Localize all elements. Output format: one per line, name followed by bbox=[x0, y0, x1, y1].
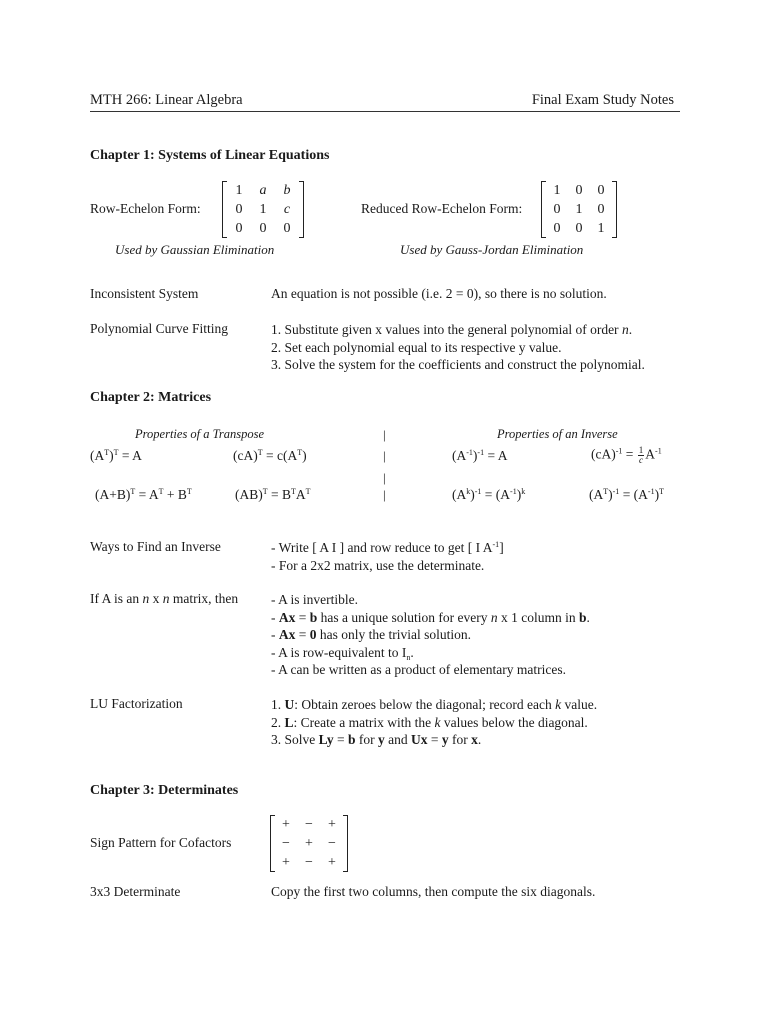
chapter-3-heading: Chapter 3: Determinates bbox=[90, 783, 239, 798]
poly-label: Polynomial Curve Fitting bbox=[90, 321, 229, 336]
transpose-prop-4: $(AB)^T = B^TA^T$ bbox=[235, 487, 311, 502]
transpose-prop-3: $(A+B)^T = A^T + B^T$ bbox=[95, 487, 192, 502]
lu-step-3: 3. Solve Ly = b for y and Ux = y for x. bbox=[271, 732, 482, 747]
matrix-cell: 0 bbox=[259, 221, 267, 236]
course-title: MTH 266: Linear Algebra bbox=[90, 92, 243, 108]
nxn-item-5: - A can be written as a product of elementary matrices. bbox=[271, 662, 567, 677]
find-inverse-steps bbox=[271, 539, 504, 574]
nxn-item-3: - Ax = 0 has only the trivial solution. bbox=[271, 627, 471, 642]
poly-step-1: 1. Substitute given x values into the general polynomial of order n. bbox=[271, 322, 633, 337]
rref-caption: Used by Gauss-Jordan Elimination bbox=[400, 242, 584, 257]
nxn-item-4: - A is row-equivalent to $I_n$. bbox=[271, 644, 414, 662]
inverse-prop-1: $(A^{-1})^{-1} = A$ bbox=[452, 448, 508, 463]
matrix-cell: 0 bbox=[575, 183, 583, 198]
matrix-cell: − bbox=[305, 855, 313, 870]
matrix-cell: 0 bbox=[283, 221, 291, 236]
transpose-title: Properties of a Transpose bbox=[135, 427, 265, 441]
matrix-cell: 1 bbox=[575, 202, 583, 217]
matrix-cell: − bbox=[328, 836, 336, 851]
matrix-cell: − bbox=[305, 817, 313, 832]
nxn-item-2: - Ax = b has a unique solution for every n x 1 column in b. bbox=[271, 609, 590, 625]
rref-matrix bbox=[541, 181, 617, 238]
inverse-prop-4: $(A^T)^{-1} = (A^{-1})^T$ bbox=[589, 487, 664, 502]
matrix-cell: 1 bbox=[553, 183, 561, 198]
poly-step-3: 3. Solve the system for the coefficients and construct the polynomial. bbox=[271, 357, 645, 372]
matrix-cell: 1 bbox=[597, 221, 605, 236]
header-rule bbox=[90, 111, 680, 112]
inverse-prop-2: (cA)$^{-1}$ = $\frac{1}{c}$ $A^{-1}$ bbox=[591, 445, 662, 465]
column-divider: | bbox=[383, 427, 386, 442]
find-inverse-1: - Write [ A I ] and row reduce to get [ I $A^{-1}$] bbox=[271, 540, 504, 555]
matrix-cell: 1 bbox=[259, 202, 267, 217]
inverse-title: Properties of an Inverse bbox=[497, 427, 618, 441]
matrix-cell: 0 bbox=[553, 202, 561, 217]
nxn-item-1: - A is invertible. bbox=[271, 592, 358, 607]
column-divider: | bbox=[383, 487, 386, 502]
matrix-cell: 0 bbox=[235, 202, 243, 217]
ref-label: Row-Echelon Form: bbox=[90, 201, 201, 216]
matrix-cell: c bbox=[283, 202, 291, 217]
lu-step-2: 2. L: Create a matrix with the k values below the diagonal. bbox=[271, 714, 588, 730]
nxn-label: If A is an n x n matrix, then bbox=[90, 591, 239, 606]
matrix-cell: − bbox=[282, 836, 290, 851]
inverse-prop-3: $(A^k)^{-1} = (A^{-1})^k$ bbox=[452, 487, 526, 502]
matrix-cell: 0 bbox=[235, 221, 243, 236]
matrix-cell: 1 bbox=[235, 183, 243, 198]
poly-step-2: 2. Set each polynomial equal to its respective y value. bbox=[271, 339, 562, 355]
matrix-cell: + bbox=[328, 855, 336, 870]
det-3x3-text: Copy the first two columns, then compute the six diagonals. bbox=[271, 884, 596, 899]
matrix-cell: b bbox=[283, 183, 291, 198]
det-3x3-label: 3x3 Determinate bbox=[90, 884, 181, 899]
matrix-cell: 0 bbox=[575, 221, 583, 236]
lu-label: LU Factorization bbox=[90, 696, 183, 711]
nxn-list bbox=[271, 591, 590, 679]
chapter-2-heading: Chapter 2: Matrices bbox=[90, 390, 212, 405]
column-divider: | bbox=[383, 470, 386, 485]
transpose-prop-1: $(A^T)^T = A$ bbox=[90, 448, 142, 463]
chapter-1-heading: Chapter 1: Systems of Linear Equations bbox=[90, 148, 330, 163]
inconsistent-text: An equation is not possible (i.e. 2 = 0), so there is no solution. bbox=[271, 286, 607, 301]
sign-pattern-matrix bbox=[270, 815, 348, 872]
document-title: Final Exam Study Notes bbox=[531, 92, 674, 108]
matrix-cell: + bbox=[328, 817, 336, 832]
inconsistent-label: Inconsistent System bbox=[90, 286, 199, 301]
matrix-cell: 0 bbox=[553, 221, 561, 236]
fraction: $\frac{1}{c}$ bbox=[638, 445, 644, 465]
matrix-cell: + bbox=[282, 855, 290, 870]
ref-caption: Used by Gaussian Elimination bbox=[115, 242, 275, 257]
lu-steps bbox=[271, 696, 597, 749]
rref-label: Reduced Row-Echelon Form: bbox=[361, 201, 523, 216]
find-inverse-2: - For a 2x2 matrix, use the determinate. bbox=[271, 557, 485, 573]
matrix-cell: + bbox=[282, 817, 290, 832]
sign-pattern-label: Sign Pattern for Cofactors bbox=[90, 835, 232, 850]
matrix-cell: + bbox=[305, 836, 313, 851]
matrix-cell: 0 bbox=[597, 202, 605, 217]
matrix-cell: 0 bbox=[597, 183, 605, 198]
find-inverse-label: Ways to Find an Inverse bbox=[90, 539, 221, 554]
poly-steps bbox=[271, 321, 645, 374]
matrix-cell: a bbox=[259, 183, 267, 198]
column-divider: | bbox=[383, 448, 386, 463]
ref-matrix bbox=[222, 181, 304, 238]
lu-step-1: 1. U: Obtain zeroes below the diagonal; record each k value. bbox=[271, 697, 598, 712]
transpose-prop-2: $(cA)^T = c(A^T)$ bbox=[233, 448, 307, 463]
